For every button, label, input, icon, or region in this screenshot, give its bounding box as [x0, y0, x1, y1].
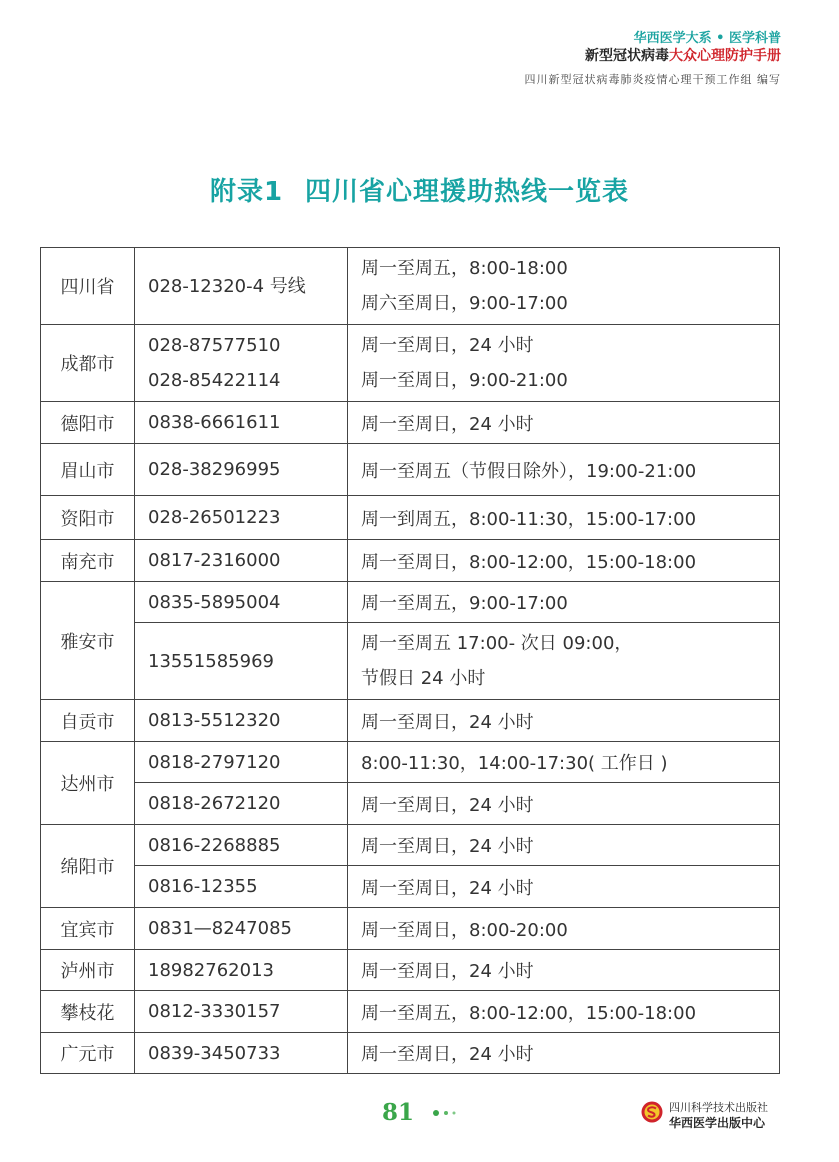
table-row: [41, 991, 780, 1033]
appendix-title: 四川省心理援助热线一览表: [305, 177, 630, 207]
city-cell: 泸州市: [41, 950, 135, 991]
hours-text: 周一至周日，24 小时: [348, 783, 780, 825]
phone-number: 028-87577510: [148, 335, 281, 356]
hours-text: 周一至周五，8:00-12:00，15:00-18:00: [348, 991, 780, 1033]
table-row: [41, 783, 780, 825]
hours-text: 周一至周日，8:00-20:00: [348, 908, 780, 950]
city-cell: 宜宾市: [41, 908, 135, 950]
table-row: [41, 700, 780, 742]
table-row: [41, 402, 780, 444]
table-row: [41, 582, 780, 623]
city-cell: 广元市: [41, 1033, 135, 1074]
hours-text: 8:00-11:30，14:00-17:30( 工作日 ): [348, 742, 780, 783]
phone-number: 0818-2672120: [135, 783, 348, 825]
hours-text: 周一至周五 17:00- 次日 09:00，: [361, 633, 633, 654]
phone-number: 0816-12355: [135, 866, 348, 908]
city-cell: 眉山市: [41, 444, 135, 496]
hours-text: 周一至周五，8:00-18:00: [361, 258, 568, 279]
city-cell: 成都市: [41, 325, 135, 402]
book-title-part2: 大众心理防护手册: [669, 48, 781, 64]
phone-number: 0812-3330157: [135, 991, 348, 1033]
hours-text: 周六至周日，9:00-17:00: [361, 293, 568, 314]
city-cell: 南充市: [41, 540, 135, 582]
hours-text: 周一至周日，24 小时: [361, 335, 534, 356]
table-row: [41, 825, 780, 866]
city-cell: 德阳市: [41, 402, 135, 444]
table-row: [41, 540, 780, 582]
table-row: [41, 742, 780, 783]
hours-text: 周一到周五，8:00-11:30，15:00-17:00: [348, 496, 780, 540]
appendix-label: 附录1: [209, 177, 284, 207]
phone-number: 0817-2316000: [135, 540, 348, 582]
hours-text: 周一至周日，8:00-12:00，15:00-18:00: [348, 540, 780, 582]
phone-number: 13551585969: [135, 623, 348, 700]
hours-text: 周一至周日，24 小时: [348, 402, 780, 444]
hours-text: 周一至周日，24 小时: [348, 1033, 780, 1074]
phone-number: 028-38296995: [135, 444, 348, 496]
hours-text: 周一至周日，24 小时: [348, 866, 780, 908]
table-row: [41, 248, 780, 325]
phone-number: 0816-2268885: [135, 825, 348, 866]
book-author: 四川新型冠状病毒肺炎疫情心理干预工作组 编写: [524, 73, 781, 86]
phone-number: 028-26501223: [135, 496, 348, 540]
hours-text: 周一至周五（节假日除外），19:00-21:00: [348, 444, 780, 496]
phone-number: 18982762013: [135, 950, 348, 991]
city-cell: 资阳市: [41, 496, 135, 540]
hours-cell: [348, 325, 780, 402]
phone-number: 0818-2797120: [135, 742, 348, 783]
phone-number: 028-12320-4 号线: [148, 275, 306, 297]
hours-text: 周一至周日，24 小时: [348, 950, 780, 991]
hours-cell: [348, 623, 780, 700]
city-cell: 达州市: [41, 742, 135, 825]
hours-text: 周一至周日，24 小时: [348, 700, 780, 742]
publisher-center: 华西医学出版中心: [669, 1116, 766, 1130]
phone-cell: [135, 325, 348, 402]
phone-number: 0838-6661611: [135, 402, 348, 444]
decorative-dots-icon: [432, 1108, 472, 1118]
city-cell: 雅安市: [41, 582, 135, 700]
phone-number: 0813-5512320: [135, 700, 348, 742]
table-row: [41, 950, 780, 991]
hotline-table: [40, 247, 780, 1074]
phone-number: 028-85422114: [148, 370, 281, 391]
table-row: [41, 1033, 780, 1074]
city-cell: 自贡市: [41, 700, 135, 742]
table-row: [41, 623, 780, 700]
hours-cell: [348, 248, 780, 325]
book-title-part1: 新型冠状病毒: [585, 48, 669, 64]
publisher-logo-icon: [641, 1101, 663, 1123]
series-name: 华西医学大系 • 医学科普: [633, 31, 781, 46]
table-row: [41, 866, 780, 908]
page-title: [0, 171, 839, 208]
phone-cell: [135, 248, 348, 325]
table-row: [41, 908, 780, 950]
hours-text: 周一至周五，9:00-17:00: [348, 582, 780, 623]
city-cell: 四川省: [41, 248, 135, 325]
page-number: 81: [382, 1099, 415, 1126]
table-row: [41, 325, 780, 402]
table-row: [41, 444, 780, 496]
table-row: [41, 496, 780, 540]
hours-text: 周一至周日，24 小时: [348, 825, 780, 866]
publisher-name: 四川科学技术出版社: [669, 1101, 768, 1114]
book-title: [585, 45, 781, 65]
hours-text: 周一至周日，9:00-21:00: [361, 370, 568, 391]
phone-number: 0835-5895004: [135, 582, 348, 623]
phone-number: 0831—8247085: [135, 908, 348, 950]
phone-number: 0839-3450733: [135, 1033, 348, 1074]
city-cell: 攀枝花: [41, 991, 135, 1033]
hours-text: 节假日 24 小时: [361, 668, 486, 689]
city-cell: 绵阳市: [41, 825, 135, 908]
